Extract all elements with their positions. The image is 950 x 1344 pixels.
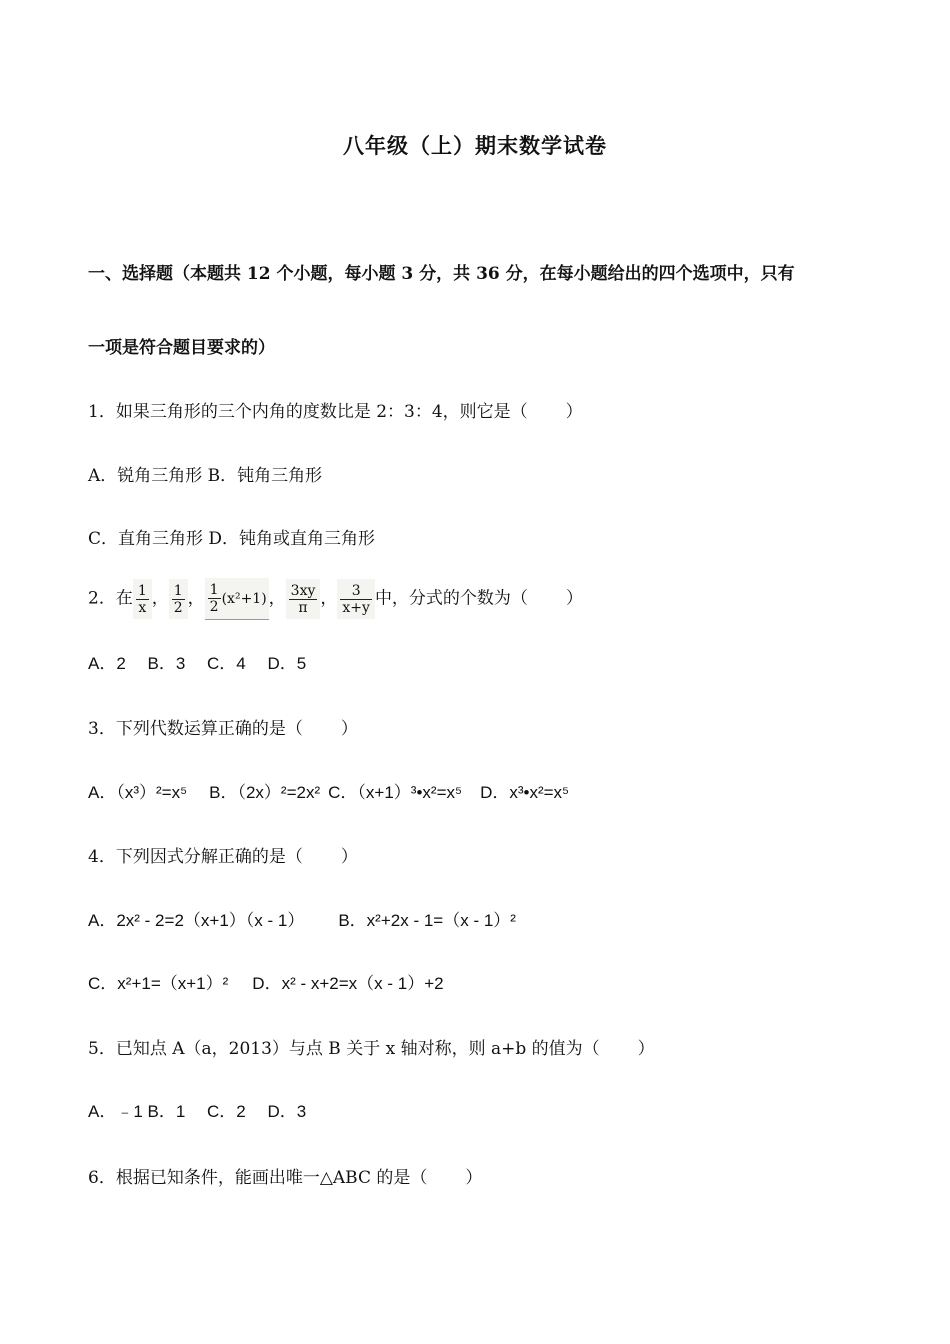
question-3-stem: 3．下列代数运算正确的是（	[88, 719, 303, 739]
question-5	[88, 1037, 655, 1061]
question-4-options-cd	[88, 972, 444, 996]
section-heading-line2: 一项是符合题目要求的）	[88, 338, 275, 358]
question-2-options: A．2 B．3 C．4 D．5	[88, 654, 307, 673]
question-1-stem: 1．如果三角形的三个内角的度数比是 2：3：4，则它是（	[88, 402, 528, 422]
question-3-option-a: A．（x³）²=x⁵	[88, 783, 188, 802]
question-5-options: A．﹣1 B．1 C．2 D．3	[88, 1102, 307, 1121]
question-2-prefix: 2．在	[88, 588, 133, 609]
fraction-3: $\frac{1}{2}$ (x²+1)	[205, 578, 269, 620]
question-1	[88, 400, 583, 424]
section-heading-line1: 一、选择题（本题共 12 个小题，每小题 3 分，共 36 分，在每小题给出的四个选项中，只有	[88, 264, 795, 284]
page-title: 八年级（上）期末数学试卷	[343, 133, 607, 158]
question-3-option-b: B．（2x）²=2x²	[209, 783, 321, 802]
question-6-stem: 6．根据已知条件，能画出唯一△ABC 的是（	[88, 1168, 428, 1188]
question-2-suffix: 中，分式的个数为（	[374, 588, 528, 609]
question-3-option-d: D．x³•x²=x⁵	[480, 783, 570, 802]
question-2: 2．在 $\frac{1}{x}$ ， $\frac{1}{2}$ ， $\frac{1}{2}$ (x²+1) ， $\frac{3xy}{\pi}$ ， $\frac{3}{x+y}$ 中，分式的个数为（ ）	[88, 578, 583, 620]
question-2-close: ）	[565, 588, 583, 609]
question-1-options-cd: C．直角三角形 D．钝角或直角三角形	[88, 529, 376, 549]
question-5-stem: 5．已知点 A（a，2013）与点 B 关于 x 轴对称，则 a+b 的值为（	[88, 1039, 600, 1059]
question-6-close: ）	[465, 1168, 483, 1188]
question-4-option-d: D．x² - x+2=x（x - 1）+2	[252, 974, 444, 993]
question-3	[88, 717, 358, 741]
question-1-close: ）	[565, 402, 583, 422]
question-6	[88, 1166, 482, 1190]
fraction-1: $\frac{1}{x}$	[133, 579, 152, 619]
question-1-options-ab: A．锐角三角形 B．钝角三角形	[88, 466, 323, 486]
question-4-option-b: B．x²+2x - 1=（x - 1）²	[338, 911, 516, 930]
question-3-option-c: C．（x+1）³•x²=x⁵	[328, 783, 463, 802]
question-4-close: ）	[340, 847, 358, 867]
question-5-close: ）	[637, 1039, 655, 1059]
question-4-option-a: A．2x² - 2=2（x+1）（x - 1）	[88, 911, 305, 930]
question-4-options-ab	[88, 909, 516, 933]
fraction-5: $\frac{3}{x+y}$	[337, 579, 375, 619]
fraction-2: $\frac{1}{2}$	[169, 579, 188, 619]
question-4-option-c: C．x²+1=（x+1）²	[88, 974, 229, 993]
question-3-close: ）	[340, 719, 358, 739]
question-3-options	[88, 781, 569, 805]
fraction-4: $\frac{3xy}{\pi}$	[286, 579, 321, 619]
question-4-stem: 4．下列因式分解正确的是（	[88, 847, 303, 867]
question-4	[88, 845, 358, 869]
